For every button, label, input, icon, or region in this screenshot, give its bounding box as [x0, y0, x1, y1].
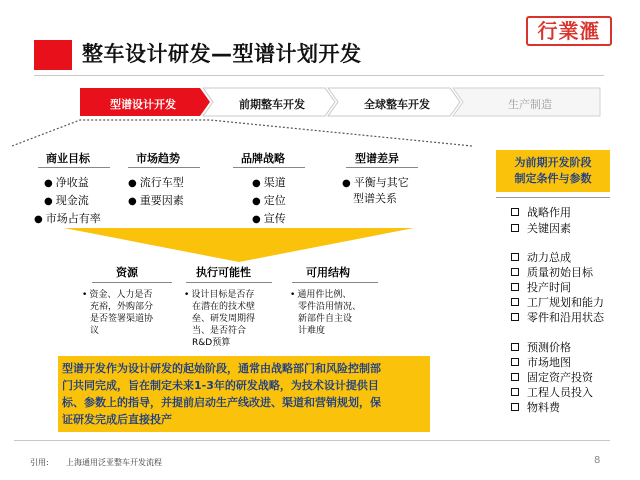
factor-item: ● 净收益 — [44, 176, 89, 189]
checkbox-icon — [511, 298, 519, 306]
consideration-line: R&D预算 — [192, 338, 231, 348]
consideration-line: 议 — [90, 326, 100, 336]
checkbox-icon — [511, 373, 519, 381]
reference-text: 上海通用泛亚整车开发流程 — [66, 458, 162, 467]
sidebar-list-item: 零件和沿用状态 — [511, 311, 604, 325]
factor-underline — [128, 167, 200, 168]
factor-item: ● 市场占有率 — [34, 212, 101, 225]
factor-underline — [38, 167, 110, 168]
checkbox-icon — [511, 343, 519, 351]
sidebar-list-item: 质量初始目标 — [511, 266, 593, 280]
checkbox-icon — [511, 268, 519, 276]
brand-logo: 行業滙 — [526, 16, 612, 46]
sidebar-divider — [496, 197, 610, 198]
process-step-4-label: 生产制造 — [508, 98, 552, 111]
factor-item: 型谱关系 — [353, 192, 397, 205]
funnel-shape — [64, 228, 414, 262]
process-step-2-label: 前期整车开发 — [239, 98, 305, 111]
summary-line: 证研发完成后直接投产 — [62, 413, 172, 426]
factor-item: ● 现金流 — [44, 194, 89, 207]
checkbox-icon — [511, 224, 519, 232]
sidebar-heading-line: 为前期开发阶段 — [514, 156, 592, 169]
sidebar-heading-line: 制定条件与参数 — [514, 172, 592, 185]
sidebar-list-item: 关键因素 — [511, 222, 571, 236]
sidebar-list-item: 物料费 — [511, 401, 560, 415]
checkbox-icon — [511, 388, 519, 396]
checkbox-icon — [511, 403, 519, 411]
page-title: 整车设计研发—型谱计划开发 — [82, 42, 362, 66]
consideration-line: 垒、研发周期得 — [192, 314, 256, 324]
checkbox-icon — [511, 253, 519, 261]
footer-divider — [14, 440, 610, 441]
process-step-1-label: 型谱设计开发 — [110, 98, 176, 111]
factor-underline — [346, 167, 418, 168]
sidebar-list-item: 动力总成 — [511, 251, 571, 265]
consideration-line: 是否签署渠道协 — [90, 314, 154, 324]
consideration-heading-resources: 资源 — [116, 266, 138, 279]
factor-heading-brand: 品牌战略 — [241, 152, 285, 165]
sidebar-list-item: 战略作用 — [511, 206, 571, 220]
consideration-underline — [292, 282, 378, 283]
scope-bracket — [10, 118, 475, 148]
summary-line: 型谱开发作为设计研发的起始阶段，通常由战略部门和风险控制部 — [62, 362, 381, 375]
summary-line: 门共同完成，旨在制定未来1-3年的研发战略，为技术设计提供目 — [62, 379, 379, 392]
consideration-line: 当、是否符合 — [192, 326, 247, 336]
factor-item: ● 流行车型 — [128, 176, 184, 189]
consideration-heading-feasibility: 执行可能性 — [196, 266, 251, 279]
consideration-line: 新部件自主设 — [298, 314, 353, 324]
sidebar-list-item: 工程人员投入 — [511, 386, 593, 400]
factor-item: ● 平衡与其它 — [342, 176, 409, 189]
consideration-underline — [186, 282, 272, 283]
consideration-line: • 设计目标是否存 — [184, 290, 255, 300]
page-number: 8 — [594, 455, 601, 466]
checkbox-icon — [511, 283, 519, 291]
checkbox-icon — [511, 208, 519, 216]
factor-item: ● 定位 — [252, 194, 286, 207]
reference-label: 引用: — [30, 458, 49, 467]
process-step-3-label: 全球整车开发 — [364, 98, 430, 111]
consideration-line: • 通用件比例、 — [290, 290, 352, 300]
sidebar-list-item: 市场地图 — [511, 356, 571, 370]
factor-heading-business: 商业目标 — [46, 152, 90, 165]
sidebar-list-item: 投产时间 — [511, 281, 571, 295]
factor-item: ● 重要因素 — [128, 194, 184, 207]
consideration-line: 在潜在的技术壁 — [192, 302, 256, 312]
consideration-line: • 资金、人力是否 — [82, 290, 153, 300]
factor-underline — [233, 167, 305, 168]
consideration-line: 充裕，外购部分 — [90, 302, 154, 312]
consideration-underline — [92, 282, 172, 283]
sidebar-list-item: 预测价格 — [511, 341, 571, 355]
consideration-heading-structure: 可用结构 — [306, 266, 350, 279]
factor-heading-lineup: 型谱差异 — [355, 152, 399, 165]
consideration-line: 计难度 — [298, 326, 326, 336]
factor-heading-market: 市场趋势 — [136, 152, 180, 165]
checkbox-icon — [511, 358, 519, 366]
sidebar-list-item: 工厂规划和能力 — [511, 296, 604, 310]
summary-line: 标、参数上的指导，并提前启动生产线改进、渠道和营销规划，保 — [62, 396, 381, 409]
factor-item: ● 宣传 — [252, 212, 286, 225]
consideration-line: 零件沿用情况、 — [298, 302, 362, 312]
sidebar-list-item: 固定资产投资 — [511, 371, 593, 385]
checkbox-icon — [511, 313, 519, 321]
factor-item: ● 渠道 — [252, 176, 286, 189]
